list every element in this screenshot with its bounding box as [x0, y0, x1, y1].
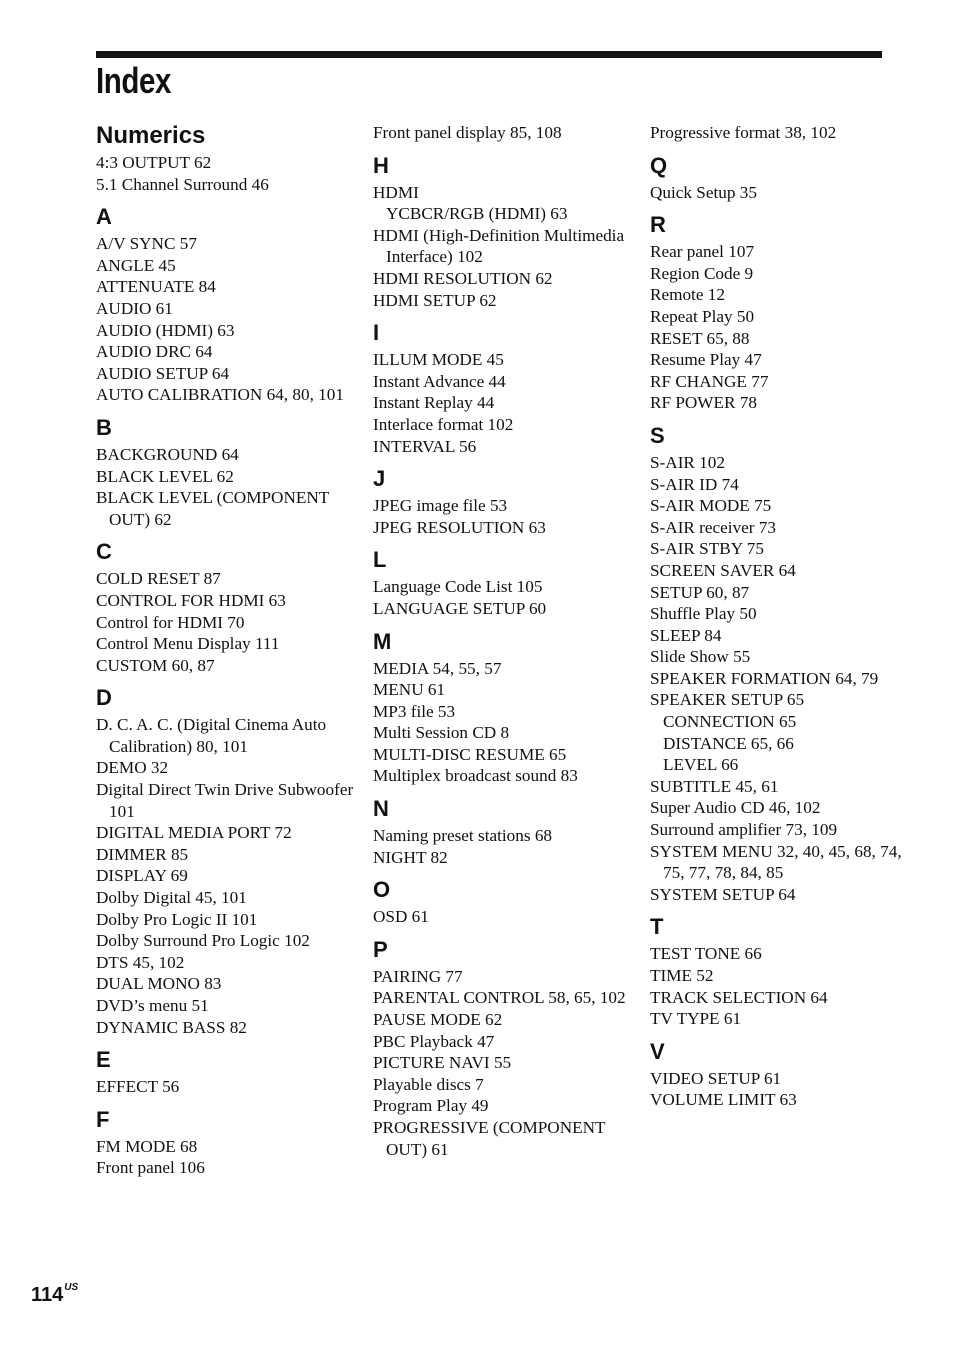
index-entry: A/V SYNC 57: [96, 234, 197, 254]
index-column-1: [96, 122, 366, 1179]
index-entry: Instant Replay 44: [373, 393, 495, 413]
page-number: [31, 1284, 78, 1307]
index-section: [96, 414, 366, 530]
index-entry: PARENTAL CONTROL 58, 65, 102: [373, 988, 626, 1008]
section-heading: D: [96, 685, 112, 711]
index-entry: ATTENUATE 84: [96, 277, 216, 297]
index-entry: BACKGROUND 64: [96, 444, 239, 464]
index-entry: Digital Direct Twin Drive Subwoofer 101: [96, 780, 354, 821]
index-entry: INTERVAL 56: [373, 436, 477, 456]
index-entry: TV TYPE 61: [650, 1009, 742, 1029]
index-entry: SCREEN SAVER 64: [650, 560, 796, 580]
index-section: [96, 1106, 366, 1179]
index-entry: LEVEL 66: [663, 755, 739, 775]
index-entry: S-AIR ID 74: [650, 474, 739, 494]
index-entry: MEDIA 54, 55, 57: [373, 658, 502, 678]
index-entry: CONTROL FOR HDMI 63: [96, 590, 286, 610]
index-column-2: [373, 122, 643, 1160]
index-entry: RF CHANGE 77: [650, 371, 769, 391]
index-entry: Shuffle Play 50: [650, 604, 757, 624]
index-entry: TEST TONE 66: [650, 944, 762, 964]
index-section: [96, 684, 366, 1038]
index-entry: EFFECT 56: [96, 1077, 180, 1097]
index-entry: CUSTOM 60, 87: [96, 655, 215, 675]
section-heading: F: [96, 1106, 110, 1132]
index-entry: CONNECTION 65: [663, 712, 797, 732]
index-entry: BLACK LEVEL (COMPONENT OUT) 62: [96, 488, 329, 529]
index-entry: NIGHT 82: [373, 847, 448, 867]
index-entry: SPEAKER SETUP 65: [650, 690, 805, 710]
section-heading: L: [373, 547, 387, 573]
index-entry: Rear panel 107: [650, 242, 755, 262]
index-entry: JPEG image file 53: [373, 496, 508, 516]
title-rule: [96, 51, 882, 58]
section-heading: B: [96, 414, 112, 440]
index-entry: TIME 52: [650, 966, 714, 985]
index-section: [96, 203, 366, 406]
index-entry: S-AIR MODE 75: [650, 496, 772, 516]
index-entry: DISPLAY 69: [96, 866, 188, 886]
index-entry: TRACK SELECTION 64: [650, 987, 828, 1007]
index-entry: SYSTEM SETUP 64: [650, 884, 796, 904]
index-entry: DUAL MONO 83: [96, 974, 222, 994]
index-entry: 4:3 OUTPUT 62: [96, 153, 212, 172]
index-entry: Interlace format 102: [373, 414, 514, 434]
index-entry: DEMO 32: [96, 758, 169, 778]
index-section: [373, 319, 643, 457]
index-entry: AUDIO DRC 64: [96, 342, 213, 362]
index-entry: YCBCR/RGB (HDMI) 63: [386, 204, 568, 224]
index-entry: ILLUM MODE 45: [373, 350, 504, 370]
section-heading: Numerics: [96, 122, 206, 149]
section-heading: I: [373, 320, 380, 346]
index-entry: SETUP 60, 87: [650, 582, 750, 602]
index-entry: RF POWER 78: [650, 393, 757, 413]
index-entry: S-AIR 102: [650, 452, 725, 472]
section-heading: P: [373, 936, 388, 962]
page-number-value: 114: [31, 1284, 64, 1306]
index-entry: DVD’s menu 51: [96, 996, 209, 1015]
index-entry: HDMI SETUP 62: [373, 290, 497, 310]
index-section: [650, 211, 920, 414]
index-column-3: [650, 122, 920, 1111]
index-section: [96, 122, 366, 195]
index-section: [373, 152, 643, 312]
index-entry: Multi Session CD 8: [373, 723, 510, 743]
index-entry: BLACK LEVEL 62: [96, 466, 234, 486]
index-entry: Resume Play 47: [650, 350, 762, 370]
index-entry: S-AIR STBY 75: [650, 539, 764, 559]
page-title: Index: [96, 60, 172, 101]
section-heading: O: [373, 877, 391, 903]
index-entry: PAIRING 77: [373, 966, 463, 986]
index-entry: Multiplex broadcast sound 83: [373, 766, 578, 786]
index-entry: SLEEP 84: [650, 625, 722, 645]
index-entry: Front panel display 85, 108: [373, 123, 562, 142]
index-section: [373, 546, 643, 619]
index-entry: PROGRESSIVE (COMPONENT OUT) 61: [373, 1118, 606, 1159]
section-heading: Q: [650, 152, 668, 178]
index-section: [373, 936, 643, 1160]
index-entry: SPEAKER FORMATION 64, 79: [650, 668, 879, 688]
index-entry: OSD 61: [373, 907, 429, 927]
index-entry: Control Menu Display 111: [96, 634, 280, 654]
index-entry: COLD RESET 87: [96, 569, 221, 589]
index-section: [96, 1046, 366, 1098]
section-heading: M: [373, 628, 392, 654]
index-entry: Instant Advance 44: [373, 371, 506, 391]
index-entry: Dolby Digital 45, 101: [96, 888, 247, 908]
index-section: [650, 122, 920, 144]
index-entry: D. C. A. C. (Digital Cinema Auto Calibration) 80, 101: [96, 715, 327, 756]
index-entry: LANGUAGE SETUP 60: [373, 598, 547, 618]
index-entry: Dolby Surround Pro Logic 102: [96, 931, 310, 951]
section-heading: V: [650, 1038, 665, 1064]
index-section: [650, 422, 920, 905]
section-heading: N: [373, 796, 389, 822]
index-section: [650, 913, 920, 1029]
section-heading: T: [650, 914, 664, 940]
index-entry: PICTURE NAVI 55: [373, 1053, 512, 1073]
index-section: [96, 538, 366, 676]
index-entry: HDMI RESOLUTION 62: [373, 268, 553, 288]
index-entry: HDMI (High-Definition Multimedia Interface) 102: [373, 225, 625, 267]
index-entry: MENU 61: [373, 680, 446, 700]
index-entry: RESET 65, 88: [650, 328, 750, 348]
index-section: [373, 628, 643, 788]
page-number-suffix: US: [64, 1282, 79, 1293]
section-heading: C: [96, 539, 112, 565]
index-entry: Region Code 9: [650, 263, 754, 283]
index-entry: AUDIO SETUP 64: [96, 363, 230, 383]
index-entry: FM MODE 68: [96, 1136, 198, 1156]
index-entry: DYNAMIC BASS 82: [96, 1017, 247, 1037]
section-heading: J: [373, 466, 386, 492]
index-entry: Playable discs 7: [373, 1074, 484, 1094]
index-entry: SUBTITLE 45, 61: [650, 776, 779, 796]
index-entry: AUTO CALIBRATION 64, 80, 101: [96, 385, 344, 405]
index-section: [373, 122, 643, 144]
index-section: [373, 465, 643, 538]
index-entry: ANGLE 45: [96, 255, 176, 275]
index-entry: VIDEO SETUP 61: [650, 1068, 782, 1088]
index-entry: DIGITAL MEDIA PORT 72: [96, 823, 292, 843]
index-entry: Program Play 49: [373, 1096, 489, 1116]
index-entry: AUDIO (HDMI) 63: [96, 320, 235, 340]
index-entry: PAUSE MODE 62: [373, 1010, 503, 1030]
section-heading: H: [373, 152, 389, 178]
index-entry: MP3 file 53: [373, 701, 456, 721]
index-entry: Front panel 106: [96, 1158, 205, 1178]
index-section: [650, 1038, 920, 1111]
index-entry: SYSTEM MENU 32, 40, 45, 68, 74, 75, 77, 78, 84, 85: [650, 841, 902, 883]
index-entry: Language Code List 105: [373, 577, 543, 597]
index-section: [373, 795, 643, 868]
index-entry: 5.1 Channel Surround 46: [96, 174, 269, 194]
index-entry: Progressive format 38, 102: [650, 123, 837, 142]
index-entry: DIMMER 85: [96, 844, 189, 864]
index-entry: DISTANCE 65, 66: [663, 733, 794, 753]
section-heading: S: [650, 422, 665, 448]
index-entry: Surround amplifier 73, 109: [650, 820, 838, 840]
section-heading: E: [96, 1047, 111, 1073]
index-section: [650, 152, 920, 204]
index-entry: JPEG RESOLUTION 63: [373, 517, 546, 537]
index-entry: DTS 45, 102: [96, 952, 185, 972]
index-entry: Naming preset stations 68: [373, 826, 553, 846]
index-entry: Quick Setup 35: [650, 182, 757, 202]
index-entry: Remote 12: [650, 285, 725, 305]
index-entry: Dolby Pro Logic II 101: [96, 909, 258, 929]
index-entry: PBC Playback 47: [373, 1031, 495, 1051]
index-entry: AUDIO 61: [96, 298, 173, 318]
index-entry: Repeat Play 50: [650, 306, 755, 326]
index-entry: Control for HDMI 70: [96, 612, 245, 632]
index-section: [373, 876, 643, 928]
index-entry: VOLUME LIMIT 63: [650, 1090, 797, 1110]
section-heading: A: [96, 204, 112, 230]
index-entry: Super Audio CD 46, 102: [650, 798, 821, 818]
index-entry: Slide Show 55: [650, 647, 751, 667]
index-entry: MULTI-DISC RESUME 65: [373, 744, 567, 764]
index-entry: S-AIR receiver 73: [650, 517, 776, 537]
section-heading: R: [650, 212, 666, 238]
index-entry: HDMI: [373, 182, 419, 202]
